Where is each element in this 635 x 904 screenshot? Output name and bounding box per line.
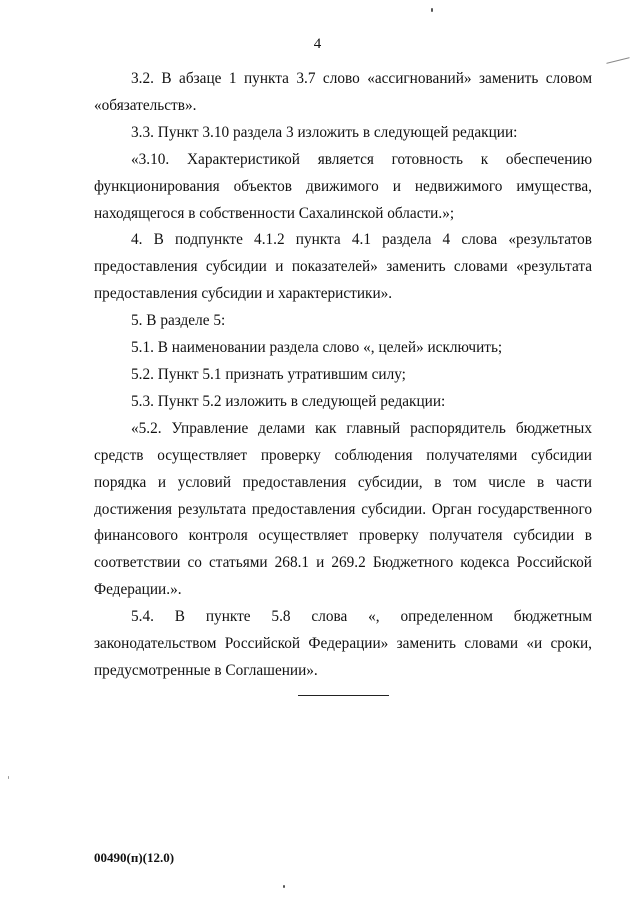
paragraph-5-4: 5.4. В пункте 5.8 слова «, определенном бюджетным законодательством Российской Федерации» заменить словами «и сроки, предусмотренные в Соглашении». bbox=[94, 608, 592, 679]
scan-speck bbox=[606, 57, 630, 64]
paragraph-3-2: 3.2. В абзаце 1 пункта 3.7 слово «ассигнований» заменить словом «обязательств». bbox=[94, 70, 592, 114]
paragraph-5-2: 5.2. Пункт 5.1 признать утратившим силу; bbox=[131, 365, 406, 383]
page-number: 4 bbox=[313, 36, 322, 52]
scan-speck bbox=[8, 776, 9, 779]
paragraph-4: 4. В подпункте 4.1.2 пункта 4.1 раздела 4 слова «результатов предоставления субсидии и показателей» заменить словами «результата предоставления субсидии и характеристики». bbox=[94, 231, 592, 303]
paragraph-3-3: 3.3. Пункт 3.10 раздела 3 изложить в следующей редакции: bbox=[131, 123, 518, 141]
document-body bbox=[94, 66, 592, 685]
scan-speck bbox=[431, 8, 433, 12]
paragraph-5: 5. В разделе 5: bbox=[131, 312, 226, 330]
document-code: 00490(п)(12.0) bbox=[94, 850, 175, 865]
closing-rule bbox=[298, 695, 389, 696]
paragraph-3-10-quote: «3.10. Характеристикой является готовность к обеспечению функционирования объектов движимого и недвижимого имущества, находящегося в собственности Сахалинской области.»; bbox=[94, 150, 592, 222]
paragraph-5-1: 5.1. В наименовании раздела слово «, целей» исключить; bbox=[131, 339, 503, 357]
paragraph-5-3: 5.3. Пункт 5.2 изложить в следующей редакции: bbox=[131, 392, 446, 410]
scan-speck bbox=[283, 885, 285, 888]
paragraph-5-2-quote: «5.2. Управление делами как главный распорядитель бюджетных средств осуществляет проверку соблюдения получателями субсидии порядка и условий предоставления субсидии, в том числе в части достижения результата предоставления субсидии. Орган государственного финансового контроля осуществляет проверку получателя субсидии в соответствии со статьями 268.1 и 269.2 Бюджетного кодекса Российской Федерации.». bbox=[94, 419, 592, 599]
